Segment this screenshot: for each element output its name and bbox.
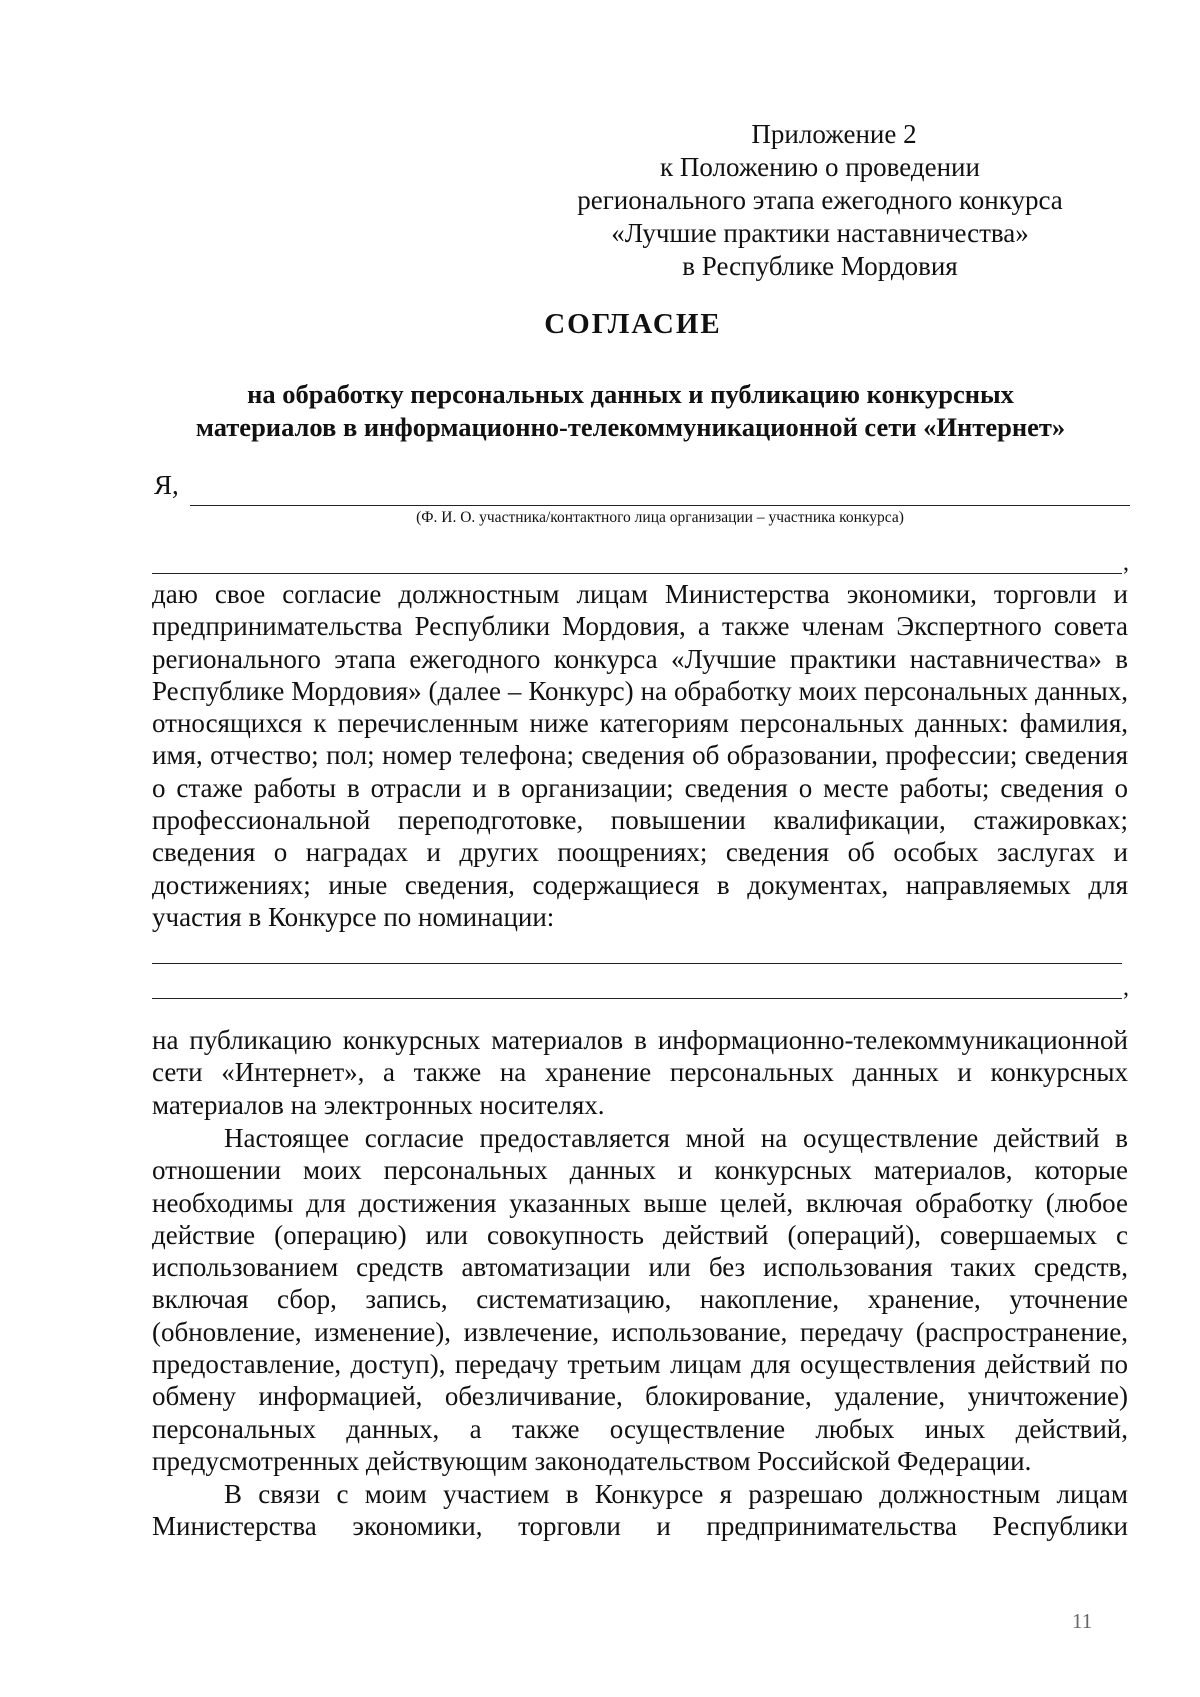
line-comma: , [1123,550,1129,576]
appendix-line: к Положению о проведении [660,152,980,182]
appendix-line: в Республике Мордовия [682,251,958,281]
name-fill-line[interactable] [190,505,1130,506]
appendix-line: «Лучшие практики наставничества» [611,218,1029,248]
appendix-line: регионального этапа ежегодного конкурса [577,185,1063,215]
nomination-fill-line[interactable] [152,963,1122,964]
actions-paragraph: Настоящее согласие предоставляется мной на осуществление действий в отношении моих персональных данных и конкурсных материалов, которые необходимы для достижения указанных выше целей, включая обработку (любое действие (операцию) или совокупность действий (операций), совершаемых с использованием средств автоматизации или без использования таких средств, включая сбор, запись, систематизацию, накопление, хранение, уточнение (обновление, изменение), извлечение, использование, передачу (распространение, предоставление, доступ), передачу третьим лицам для осуществления действий по обмену информацией, обезличивание, блокирование, удаление, уничтожение) персональных данных, а также осуществление любых иных действий, предусмотренных действующим законодательством Российской Федерации. [152,1123,1128,1476]
page-number: 11 [1072,1609,1093,1633]
nomination-fill-line[interactable] [152,998,1122,999]
publication-paragraph: на публикацию конкурсных материалов в информационно-телекоммуникационной сети «Интернет», а также на хранение персональных данных и конкурсных материалов на электронных носителях. [152,1025,1128,1120]
consent-paragraph: даю свое согласие должностным лицам Министерства экономики, торговли и предпринимательства Республики Мордовия, а также членам Экспертного совета регионального этапа ежегодного конкурса «Лучшие практики наставничества» в Республике Мордовия» (далее – Конкурс) на обработку моих персональных данных, относящихся к перечисленным ниже категориям персональных данных: фамилия, имя, отчество; пол; номер телефона; сведения об образовании, профессии; сведения о стаже работы в отрасли и в организации; сведения о месте работы; сведения о профессиональной переподготовке, повышении квалификации, стажировках; сведения о наградах и других поощрениях; сведения об особых заслугах и достижениях; иные сведения, содержащиеся в документах, направляемых для участия в Конкурсе по номинации: [152,579,1128,932]
ya-label: Я, [154,470,179,500]
participation-paragraph: В связи с моим участием в Конкурсе я разрешаю должностным лицам Министерства экономики, торговли и предпринимательства Республики [152,1479,1128,1542]
name-field-caption: (Ф. И. О. участника/контактного лица организации – участника конкурса) [416,509,904,526]
subtitle-line: на обработку персональных данных и публикацию конкурсных [247,379,1014,409]
document-subtitle [148,378,1113,444]
document-title: СОГЛАСИЕ [544,308,722,340]
name-fill-line-continued[interactable] [152,573,1122,574]
appendix-line: Приложение 2 [751,119,917,149]
line-comma: , [1123,975,1129,1001]
subtitle-line: материалов в информационно-телекоммуникационной сети «Интернет» [195,412,1066,442]
appendix-header [560,118,1080,283]
